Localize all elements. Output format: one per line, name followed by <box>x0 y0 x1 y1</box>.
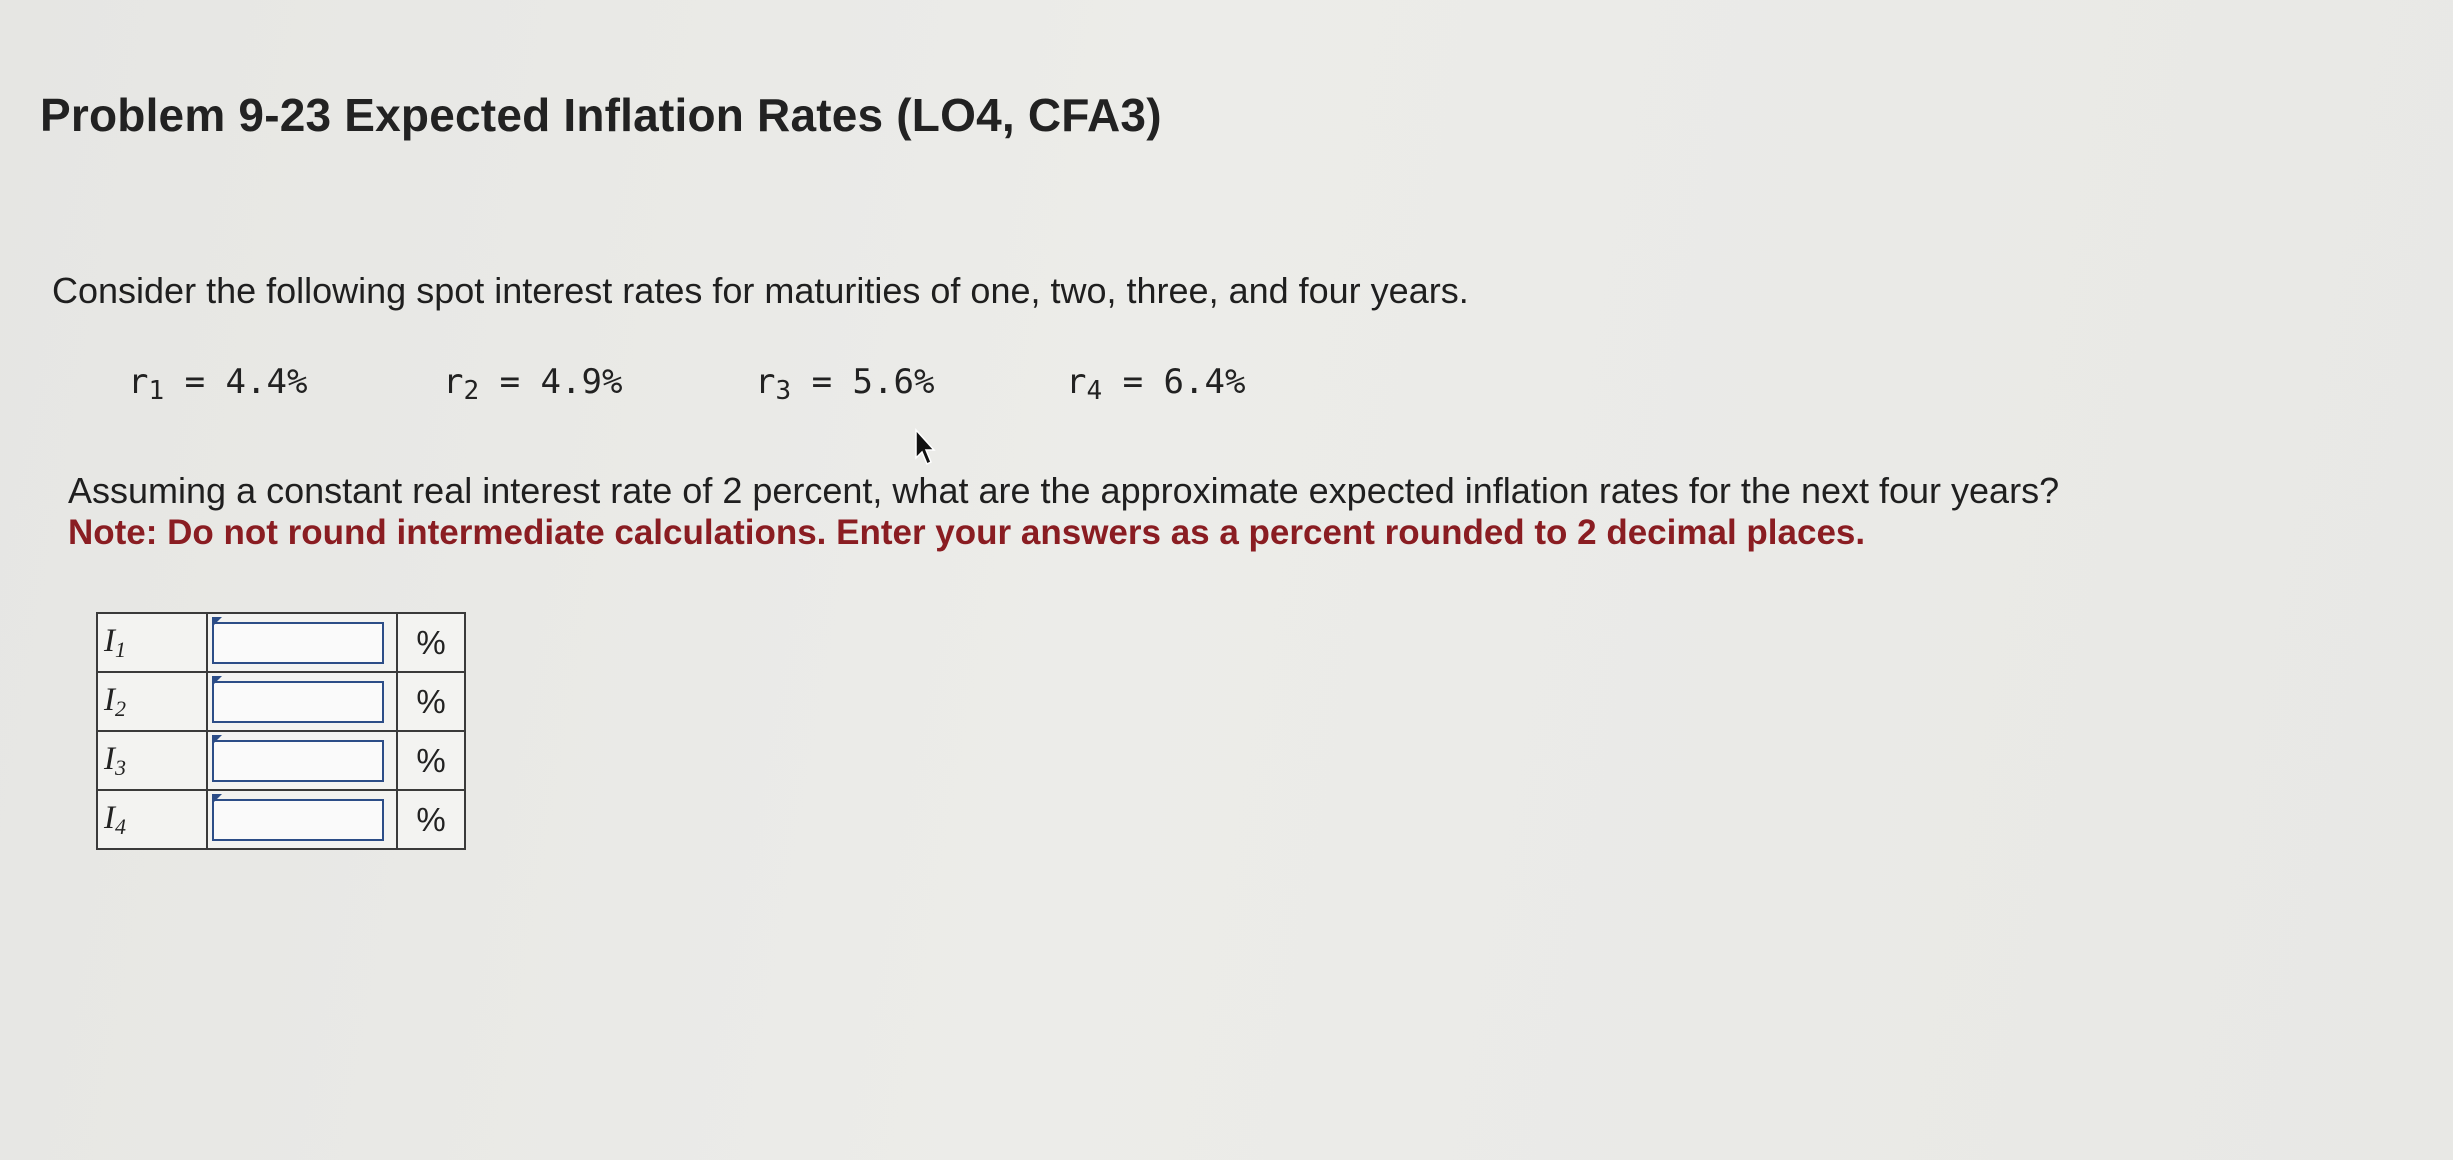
answer-flag-icon <box>212 794 222 804</box>
intro-text: Consider the following spot interest rates for maturities of one, two, three, and four years. <box>52 270 1469 311</box>
answer-input-i3[interactable] <box>212 740 384 782</box>
question-text: Assuming a constant real interest rate of 2 percent, what are the approximate expected inflation rates for the next four years? <box>68 470 2060 511</box>
answer-label-i3: $I_3$ <box>97 731 207 790</box>
rate-r4: $r_4 = 6.4\%$ <box>1066 362 1246 406</box>
answer-flag-icon <box>212 735 222 745</box>
rate-r1: $r_1 = 4.4\%$ <box>128 362 308 406</box>
answer-table <box>96 612 466 850</box>
percent-unit: % <box>397 731 465 790</box>
answer-label-i2: $I_2$ <box>97 672 207 731</box>
answer-input-i1[interactable] <box>212 622 384 664</box>
spot-rates <box>128 362 1328 412</box>
mouse-pointer-icon <box>910 428 940 468</box>
instruction-note: Note: Do not round intermediate calculations. Enter your answers as a percent rounded to 2 decimal places. <box>68 513 1866 552</box>
rate-r2: $r_2 = 4.9\%$ <box>443 362 623 406</box>
answer-input-i4[interactable] <box>212 799 384 841</box>
answer-row <box>97 613 465 672</box>
answer-input-i2[interactable] <box>212 681 384 723</box>
answer-flag-icon <box>212 676 222 686</box>
problem-title: Problem 9-23 Expected Inflation Rates (LO4, CFA3) <box>40 89 1162 141</box>
answer-label-i1: $I_1$ <box>97 613 207 672</box>
answer-row <box>97 790 465 849</box>
rate-r3: $r_3 = 5.6\%$ <box>755 362 935 406</box>
answer-flag-icon <box>212 617 222 627</box>
percent-unit: % <box>397 613 465 672</box>
percent-unit: % <box>397 672 465 731</box>
answer-label-i4: $I_4$ <box>97 790 207 849</box>
percent-unit: % <box>397 790 465 849</box>
answer-row <box>97 731 465 790</box>
answer-row <box>97 672 465 731</box>
